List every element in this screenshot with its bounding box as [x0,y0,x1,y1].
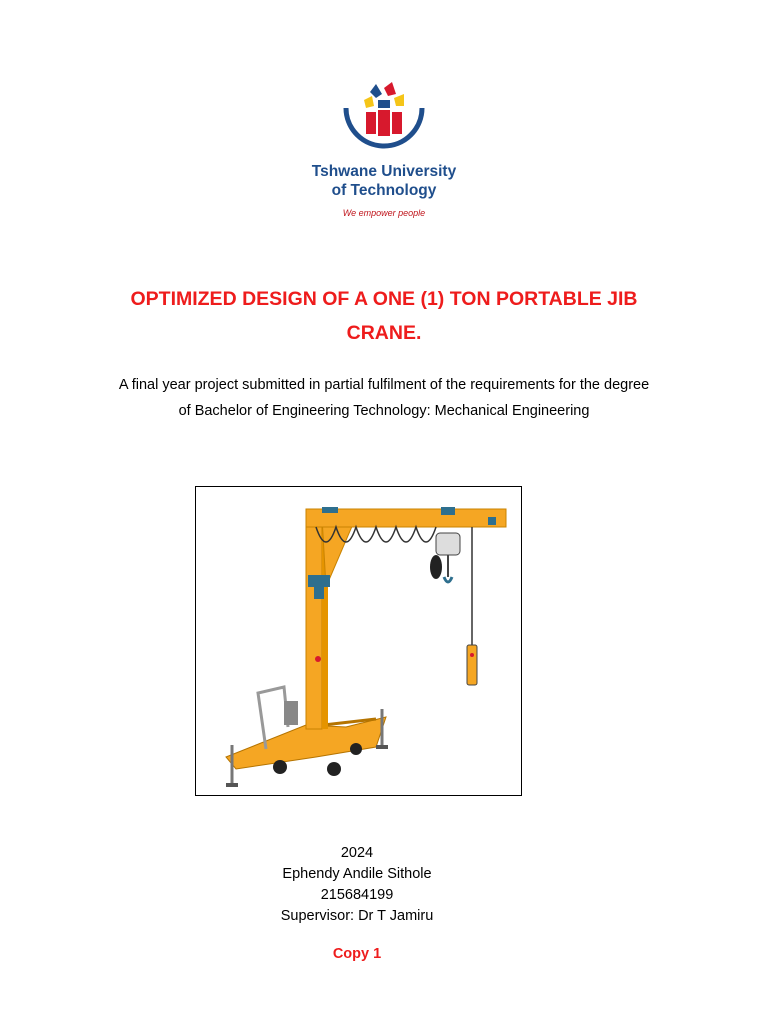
student-number: 215684199 [320,887,394,903]
author-name: Ephendy Andile Sithole [282,866,432,882]
university-logo [300,78,468,228]
university-motto: We empower people [342,208,426,218]
jib-crane-figure [195,486,522,796]
document-subtitle: A final year project submitted in partial fulfilment of the requirements for the degree of Bachelor of Engineering Technology: Mechanical Engineering [118,377,650,419]
year: 2024 [340,845,374,861]
author-info [200,843,514,927]
university-emblem-icon [340,78,428,158]
supervisor: Supervisor: Dr T Jamiru [280,908,434,924]
jib-crane-illustration [196,487,521,795]
document-title: OPTIMIZED DESIGN OF A ONE (1) TON PORTABLE JIB CRANE. [130,288,638,344]
copy-label: Copy 1 [332,946,382,962]
university-name: Tshwane University of Technology [311,163,457,199]
